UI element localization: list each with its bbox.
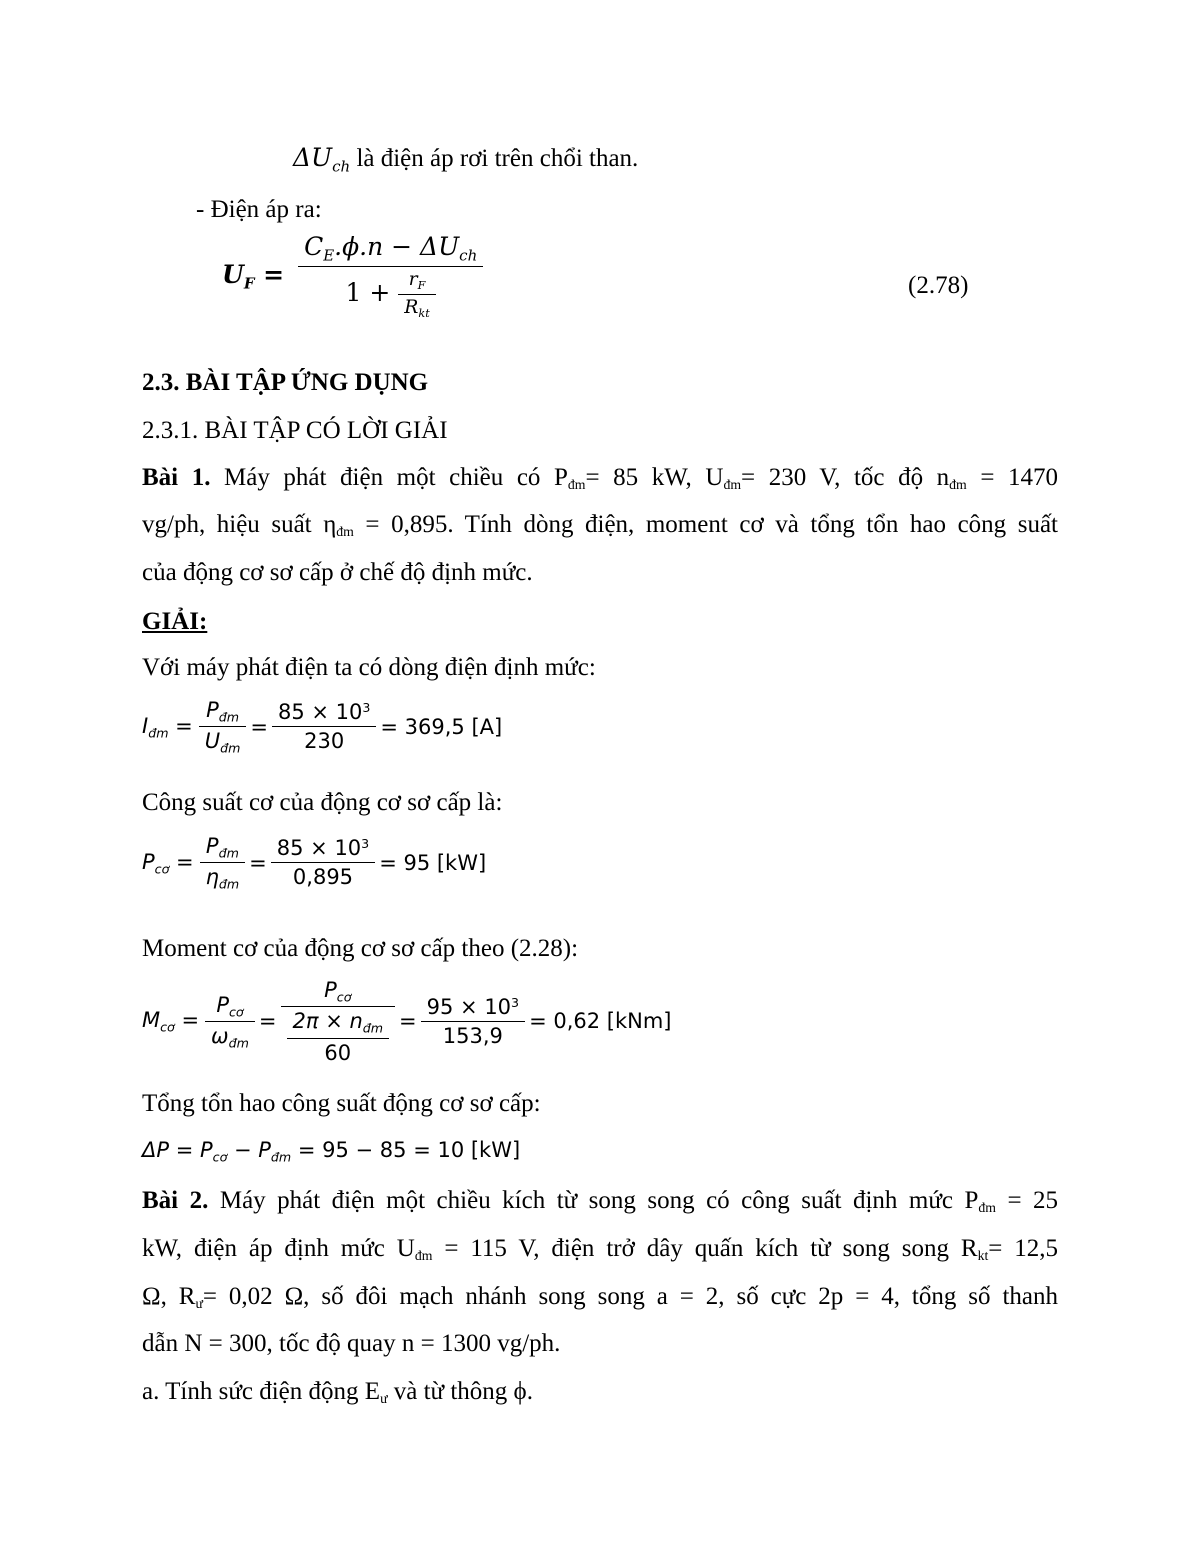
bai1-line1: Bài 1. Máy phát điện một chiều có Pđm= 85 kW, Uđm= 230 V, tốc độ nđm = 1470 (142, 464, 1058, 493)
equation-number: (2.78) (908, 272, 969, 299)
bai1-line3: của động cơ sơ cấp ở chế độ định mức. (142, 559, 533, 586)
bai1-line2: vg/ph, hiệu suất ηđm = 0,895. Tính dòng điện, moment cơ và tổng tổn hao công suất (142, 511, 1058, 540)
bai2-line1: Bài 2. Máy phát điện một chiều kích từ song song có công suất định mức Pđm = 25 (142, 1187, 1059, 1216)
bai2-line3: Ω, Rư= 0,02 Ω, số đôi mạch nhánh song song a = 2, số cực 2p = 4, tổng số thanh (142, 1283, 1058, 1312)
power-intro: Công suất cơ của động cơ sơ cấp là: (142, 789, 503, 816)
delta-u-line (293, 143, 1200, 181)
power-equation: $P_{cơ}$ = $\frac{P_{đm}}{\eta_{đm}}$ = $\frac{85 \times 10^3}{0,895}$ = 95 [kW] (142, 834, 487, 892)
output-voltage-label: - Điện áp ra: (196, 196, 322, 223)
delta-u-text: là điện áp rơi trên chổi than. (356, 145, 639, 172)
loss-intro: Tổng tổn hao công suất động cơ sơ cấp: (142, 1090, 541, 1117)
loss-equation: $\Delta P = P_{cơ} - P_{đm} = 95 - 85 = 10$ [kW] (142, 1138, 521, 1165)
delta-u-symbol: $\Delta U_{ch}$ (293, 143, 351, 176)
subsection-heading: 2.3.1. BÀI TẬP CÓ LỜI GIẢI (142, 417, 448, 444)
solution-label: GIẢI: (142, 608, 208, 635)
equation-2-78: $U_F$ = $C_E.\phi.n - \Delta U_{ch}$ 1 + $\frac{r_F}{R_{kt}}$ (222, 232, 483, 320)
moment-intro: Moment cơ của động cơ sơ cấp theo (2.28): (142, 935, 579, 962)
bai2-line4: dẫn N = 300, tốc độ quay n = 1300 vg/ph. (142, 1330, 561, 1357)
section-heading: 2.3. BÀI TẬP ỨNG DỤNG (142, 369, 429, 396)
bai2-line2: kW, điện áp định mức Uđm = 115 V, điện trở dây quấn kích từ song song Rkt= 12,5 (142, 1235, 1059, 1264)
bai2-part-a: a. Tính sức điện động Eư và từ thông ϕ. (142, 1378, 533, 1407)
current-intro: Với máy phát điện ta có dòng điện định mức: (142, 654, 596, 681)
moment-equation: $M_{cơ}$ = $\frac{P_{cơ}}{\omega_{đm}}$ = $\frac{P_{cơ}}{\frac{2\pi \times n_{đm}}{60}}$ = $\frac{95 \times 10^3}{153,9}$ = 0,62 [kNm] (142, 978, 672, 1065)
current-equation: $I_{đm}$ = $\frac{P_{đm}}{U_{đm}}$ = $\frac{85 \times 10^3}{230}$ = 369,5 [A] (142, 698, 503, 756)
